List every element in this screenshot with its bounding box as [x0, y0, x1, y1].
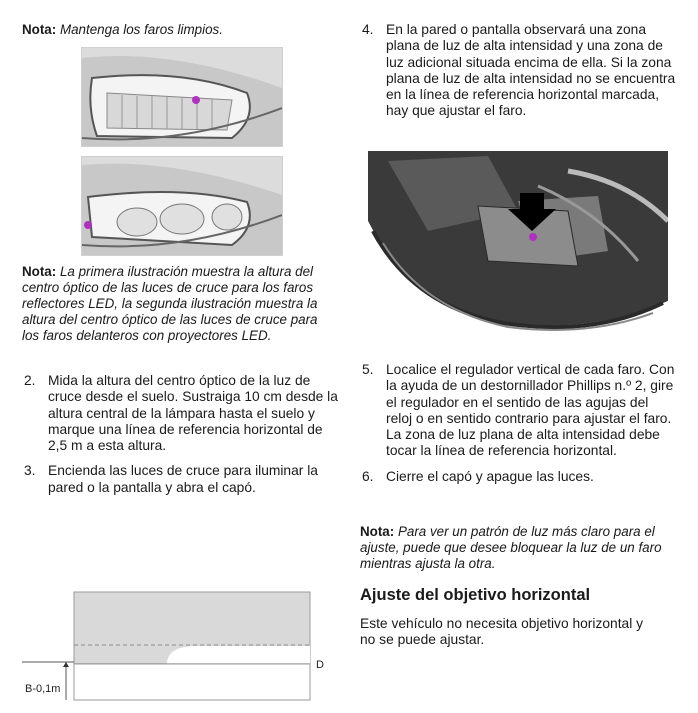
- label-d: D: [316, 659, 324, 671]
- headlamp-projector-image: [81, 156, 283, 256]
- step-number: 3.: [24, 463, 36, 479]
- note-clean-headlamps: [22, 22, 340, 38]
- note-label: Nota:: [360, 524, 395, 539]
- optical-center-marker: [192, 96, 200, 104]
- note-block-light: [360, 524, 672, 572]
- note-text: Mantenga los faros limpios.: [59, 22, 223, 37]
- step-number: 2.: [24, 373, 36, 388]
- step-item: [360, 469, 678, 485]
- note-text: Para ver un patrón de luz más claro para el ajuste, puede que desee bloquear la luz de un faro mientras ajusta la otra.: [360, 524, 662, 571]
- optical-center-marker: [84, 221, 92, 229]
- note-text: La primera ilustración muestra la altura del centro óptico de las luces de cruce para los faros reflectores LED, la segunda ilustración muestra la altura del centro óptico de las luces de cruce para los faros delanteros con proyectores LED.: [22, 264, 318, 343]
- step-item: [22, 463, 340, 496]
- step-text: Mida la altura del centro óptico de la luz de cruce desde el suelo. Sustraiga 10 cm desde la altura central de la lámpara hasta el suelo y marque una línea de referencia horizontal de 2,5 m a esta altura.: [48, 373, 338, 454]
- headlamp-reflector-illustration: [82, 48, 282, 146]
- label-b: B-0,1m: [25, 683, 61, 695]
- adjuster-marker: [529, 233, 537, 241]
- section-heading: Ajuste del objetivo horizontal: [360, 586, 591, 604]
- step-number: 6.: [362, 468, 374, 484]
- headlamp-reflector-image: [81, 47, 283, 147]
- high-intensity-zone: [167, 646, 310, 664]
- step-number: 4.: [362, 22, 374, 37]
- note-label: Nota:: [22, 22, 57, 37]
- section-paragraph: Este vehículo no necesita objetivo horizontal y no se puede ajustar.: [360, 616, 644, 648]
- step-item: [360, 362, 678, 460]
- note-illustration: [22, 264, 334, 344]
- step-text: Cierre el capó y apague las luces.: [386, 468, 594, 484]
- beam-pattern-diagram: [22, 588, 342, 708]
- step-item: [22, 373, 340, 454]
- step-text: Encienda las luces de cruce para iluminar la pared o la pantalla y abra el capó.: [48, 463, 318, 495]
- step-list-left: [22, 373, 340, 496]
- step-list-right-2: [360, 362, 678, 485]
- step-item: [360, 22, 678, 120]
- vertical-adjuster-image: [368, 151, 668, 345]
- engine-bay-illustration: [368, 151, 668, 345]
- note-label: Nota:: [22, 264, 57, 279]
- step-number: 5.: [362, 362, 374, 377]
- headlamp-projector-illustration: [82, 157, 282, 255]
- step-text: Localice el regulador vertical de cada faro. Con la ayuda de un destornillador Phillips n.º 2, gire el regulador en el sentido de las agujas del reloj o en sentido contrario para ajustar el faro. La zona de luz plana de alta intensidad debe tocar la línea de referencia horizontal.: [386, 362, 675, 459]
- step-text: En la pared o pantalla observará una zona plana de luz de alta intensidad y una zona de luz adicional situada encima de ella. Si la zona plana de luz de alta intensidad no se encuentra en la línea de referencia horizontal marcada, hay que ajustar el faro.: [386, 22, 676, 119]
- step-list-right: [360, 22, 678, 120]
